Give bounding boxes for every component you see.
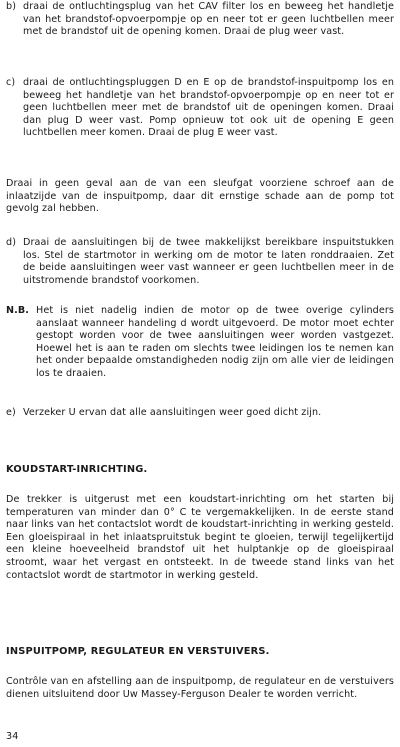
step-e	[6, 407, 394, 420]
injection-heading: INSPUITPOMP, REGULATEUR EN VERSTUIVERS.	[6, 646, 270, 657]
step-d-text: Draai de aansluitingen bij de twee makkelijkst bereikbare inspuitstukken los. Stel de startmotor in werking om de motor te laten ronddraaien. Zet de beide aansluitingen weer vast wanneer er geen luchtbellen meer in de uitstromende brandstof voorkomen.	[23, 237, 394, 286]
note-marker: N.B.	[6, 305, 30, 316]
note-nb	[6, 305, 394, 381]
cold-start-heading: KOUDSTART-INRICHTING.	[6, 464, 148, 475]
warning-paragraph: Draai in geen geval aan de van een sleufgat voorziene schroef aan de inlaatzijde van de inspuitpomp, daar dit ernstige schade aan de pomp tot gevolg zal hebben.	[6, 178, 394, 215]
page-number: 34	[6, 731, 19, 742]
step-d-marker: d)	[6, 237, 17, 248]
step-e-text: Verzeker U ervan dat alle aansluitingen weer goed dicht zijn.	[23, 407, 322, 418]
step-d	[6, 237, 394, 287]
injection-paragraph: Contrôle van en afstelling aan de inspuitpomp, de regulateur en de verstuivers dienen uitsluitend door Uw Massey-Ferguson Dealer te worden verricht.	[6, 676, 394, 700]
note-text: Het is niet nadelig indien de motor op de twee overige cylinders aanslaat wanneer handeling d wordt uitgevoerd. De motor moet echter gestopt worden voor de twee aansluitingen weer worden vastgezet. Hoewel het is aan te raden om slechts twee leidingen los te nemen kan het onder bepaalde omstandigheden nodig zijn om alle vier de leidingen los te draaien.	[36, 305, 394, 379]
step-b-marker: b)	[6, 1, 17, 12]
step-c-text: draai de ontluchtingspluggen D en E op de brandstof-inspuitpomp los en beweeg het handletje van het brandstof-opvoerpompje op en neer tot er geen luchtbellen meer met de brandstof uit de openingen komen. Draai dan plug D weer vast. Pomp opnieuw tot ook uit de opening E geen luchtbellen meer komen. Draai de plug E weer vast.	[23, 77, 394, 139]
step-c	[6, 77, 394, 140]
step-c-marker: c)	[6, 77, 16, 88]
step-b	[6, 1, 394, 39]
step-e-marker: e)	[6, 407, 16, 418]
step-b-text: draai de ontluchtingsplug van het CAV filter los en beweeg het handletje van het brandstof-opvoerpompje op en neer tot er geen luchtbellen meer met de brandstof uit de opening komen. Draai de plug weer vast.	[23, 1, 394, 38]
cold-start-paragraph: De trekker is uitgerust met een koudstart-inrichting om het starten bij temperaturen van minder dan 0° C te vergemakkelijken. In de eerste stand naar links van het contactslot wordt de koudstart-inrichting in werking gesteld. Een gloeispiraal in het inlaatspruitstuk begint te gloeien, terwijl tegelijkertijd een kleine hoeveelheid brandstof uit het hulptankje op de gloeispiraal stroomt, waar het vergast en ontsteekt. In de tweede stand links van het contactslot wordt de startmotor in werking gesteld.	[6, 494, 394, 581]
